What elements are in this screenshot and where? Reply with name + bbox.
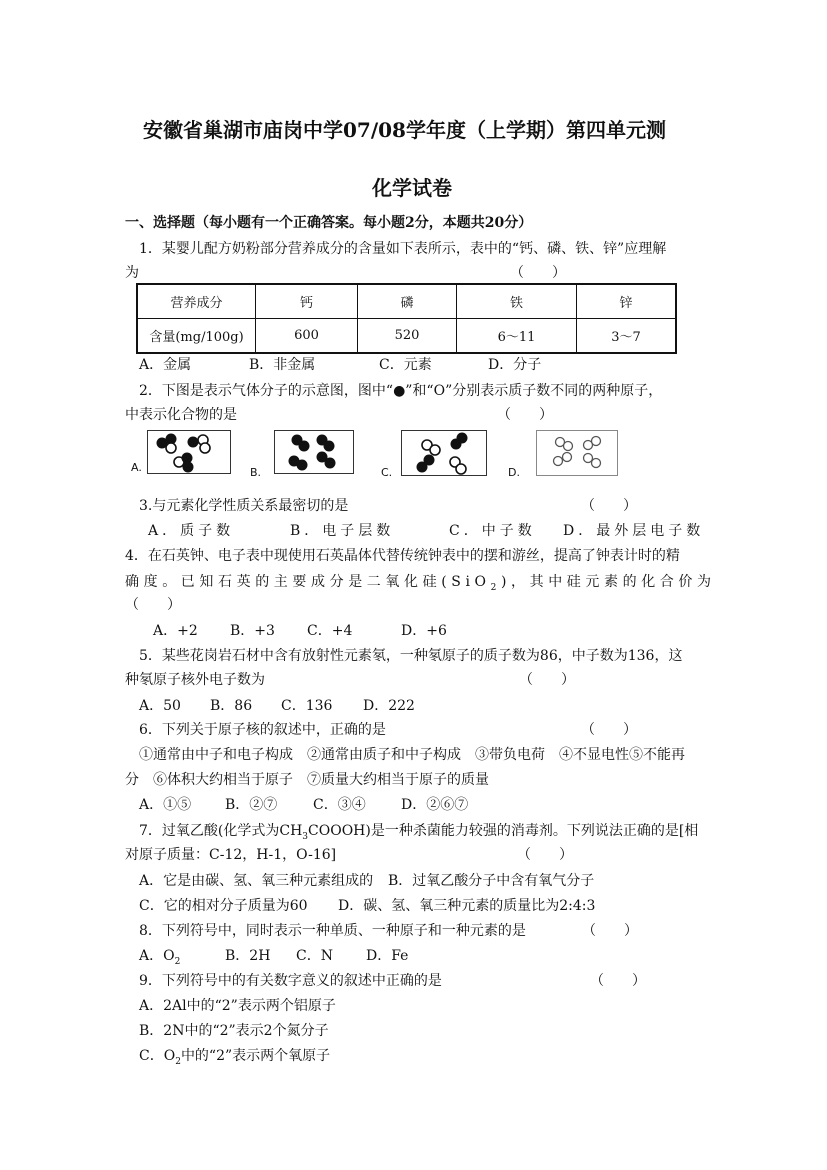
q9-option-c: C．$O_2$中的“2”表示两个氧原子: [139, 1048, 331, 1067]
q4-stem-line2: 确度。已知石英的主要成分是二氧化硅(SiO$_2$)，其中硅元素的化合价为: [125, 574, 716, 593]
q6-option-a: A．①⑤: [139, 797, 192, 813]
diagram-d-molecules: [537, 431, 617, 475]
section-heading: 一、选择题（每小题有一个正确答案。每小题2分，本题共20分）: [125, 215, 533, 231]
diagram-d-box: [536, 430, 618, 476]
q1-option-d: D．分子: [488, 357, 542, 373]
table-cell: 铁: [457, 284, 577, 319]
q7-stem-line2: 对原子质量：C-12，H-1，O-16]: [125, 847, 337, 863]
table-cell: 6～11: [457, 319, 577, 354]
q5-option-c: C．136: [281, 698, 333, 714]
nutrition-table: [136, 283, 677, 354]
diagram-d-label: D.: [508, 466, 520, 479]
table-cell: 钙: [256, 284, 358, 319]
diagram-b-label: B.: [250, 466, 262, 479]
q1-option-c: C．元素: [379, 357, 432, 373]
q6-answer-blank: （ ）: [581, 722, 637, 738]
q1-stem-line2: 为: [125, 265, 139, 281]
diagram-c-label: C.: [381, 466, 393, 479]
diagram-c-box: [401, 430, 487, 476]
diagram-b-box: [274, 430, 354, 474]
table-row: [137, 319, 676, 354]
q3-option-b: B．电子层数: [290, 523, 395, 539]
q6-option-c: C．③④: [313, 797, 366, 813]
q3-option-d: D．最外层电子数: [563, 523, 705, 539]
q2-stem-line2: 中表示化合物的是: [125, 407, 237, 423]
q1-stem-line1: 1．某婴儿配方奶粉部分营养成分的含量如下表所示，表中的“钙、磷、铁、锌”应理解: [139, 241, 667, 257]
q9-option-b: B．2N中的“2”表示2个氮分子: [139, 1023, 329, 1039]
table-cell: 520: [358, 319, 457, 354]
q6-statements-line2: 分 ⑥体积大约相当于原子 ⑦质量大约相当于原子的质量: [125, 772, 489, 788]
q8-option-b: B．2H: [225, 948, 271, 964]
q9-option-a: A．2Al中的“2”表示两个铝原子: [139, 998, 336, 1014]
q6-option-b: B．②⑦: [225, 797, 278, 813]
diagram-c-molecules: [402, 431, 486, 475]
q5-option-d: D．222: [363, 698, 415, 714]
q8-option-c: C．N: [296, 948, 333, 964]
q1-option-a: A．金属: [139, 357, 192, 373]
q4-answer-blank: （ ）: [125, 597, 181, 613]
q4-stem-line1: 4．在石英钟、电子表中现使用石英晶体代替传统钟表中的摆和游丝，提高了钟表计时的精: [125, 548, 680, 564]
q7-option-d: D．碳、氢、氧三种元素的质量比为2:4:3: [338, 898, 596, 914]
q3-option-c: C．中子数: [449, 523, 536, 539]
q5-option-a: A．50: [139, 698, 181, 714]
diagram-a-box: [147, 430, 231, 474]
q5-answer-blank: （ ）: [519, 672, 575, 688]
q6-option-d: D．②⑥⑦: [401, 797, 469, 813]
table-cell: 磷: [358, 284, 457, 319]
q6-stem: 6．下列关于原子核的叙述中，正确的是: [139, 722, 386, 738]
diagram-b-molecules: [275, 431, 353, 473]
q4-option-d: D．+6: [401, 623, 447, 639]
q8-answer-blank: （ ）: [582, 923, 638, 939]
table-cell: 3～7: [577, 319, 677, 354]
q9-answer-blank: （ ）: [590, 973, 646, 989]
q1-answer-blank: （ ）: [510, 265, 566, 281]
table-row: [137, 284, 676, 319]
q7-stem-line1: 7．过氧乙酸(化学式为$CH_3COOOH$)是一种杀菌能力较强的消毒剂。下列说法正确的是[相: [139, 823, 699, 842]
q7-option-c: C．它的相对分子质量为60: [139, 898, 308, 914]
q4-option-b: B．+3: [230, 623, 275, 639]
q1-option-b: B．非金属: [249, 357, 316, 373]
q4-option-c: C．+4: [307, 623, 353, 639]
exam-title-line2: 化学试卷: [372, 176, 452, 200]
diagram-a-molecules: [148, 431, 230, 473]
exam-title-line1: 安徽省巢湖市庙岗中学07/08学年度（上学期）第四单元测: [143, 118, 666, 142]
table-cell: 营养成分: [137, 284, 256, 319]
q3-option-a: A．质子数: [148, 523, 235, 539]
q5-option-b: B．86: [210, 698, 253, 714]
table-cell: 600: [256, 319, 358, 354]
q8-option-d: D．Fe: [366, 948, 409, 964]
q2-stem-line1: 2．下图是表示气体分子的示意图，图中“●”和“O”分别表示质子数不同的两种原子，: [139, 383, 663, 399]
q7-answer-blank: （ ）: [517, 847, 573, 863]
q7-option-a: A．它是由碳、氢、氧三种元素组成的: [139, 873, 374, 889]
q9-stem: 9．下列符号中的有关数字意义的叙述中正确的是: [139, 973, 442, 989]
q8-option-a: A．$O_2$: [139, 948, 181, 967]
q4-option-a: A．+2: [153, 623, 198, 639]
q5-stem-line1: 5．某些花岗岩石材中含有放射性元素氡，一种氡原子的质子数为86，中子数为136，这: [139, 648, 683, 664]
q7-option-b: B．过氧乙酸分子中含有氧气分子: [388, 873, 595, 889]
diagram-a-label: A.: [131, 461, 142, 474]
table-cell: 含量(mg/100g): [137, 319, 256, 354]
q5-stem-line2: 种氡原子核外电子数为: [125, 672, 265, 688]
q3-answer-blank: （ ）: [581, 498, 637, 514]
q6-statements-line1: ①通常由中子和电子构成 ②通常由质子和中子构成 ③带负电荷 ④不显电性⑤不能再: [139, 747, 685, 763]
q3-stem: 3.与元素化学性质关系最密切的是: [139, 498, 349, 514]
table-cell: 锌: [577, 284, 677, 319]
q2-answer-blank: （ ）: [497, 407, 553, 423]
q8-stem: 8．下列符号中，同时表示一种单质、一种原子和一种元素的是: [139, 923, 526, 939]
